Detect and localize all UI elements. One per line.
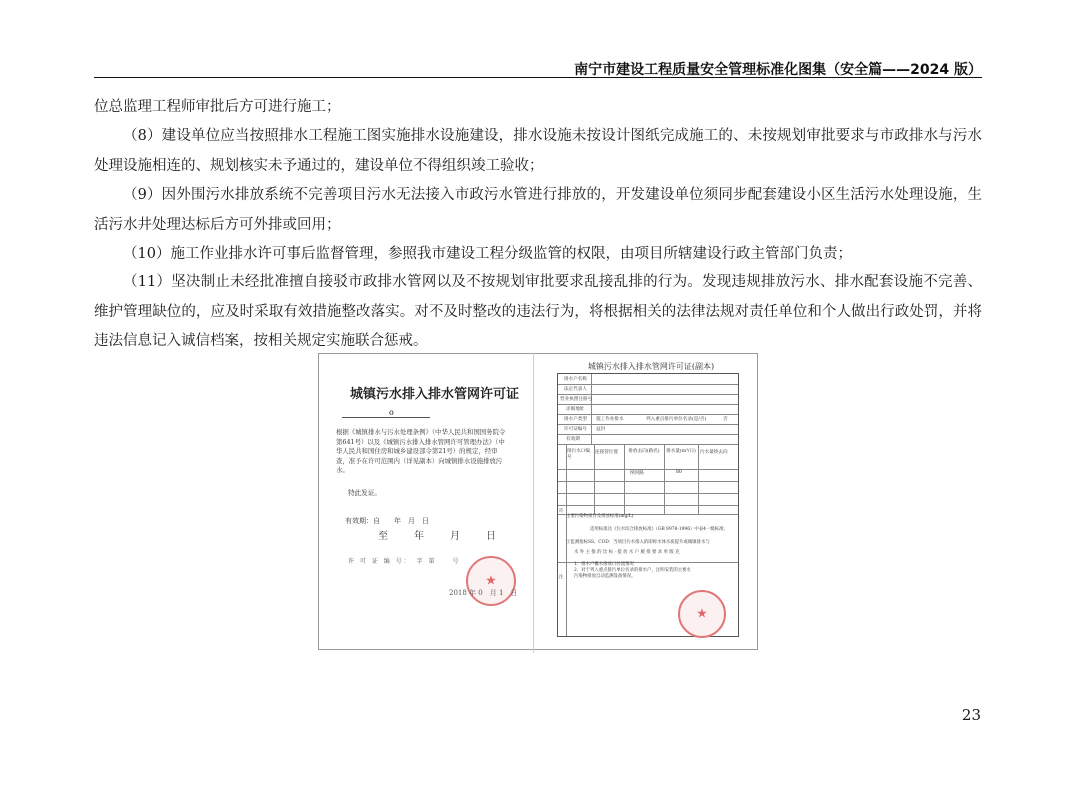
permit-body-text: 根据《城镇排水与污水处理条例》（中华人民共和国国务院令第641号）以及《城镇污水排入排水管网许可管理办法》（中华人民共和国住房和城乡建设部令第21号）的规定，经审查，准予在许可范围内（详见副本）向城镇排水设施排放污水。 — [336, 428, 506, 475]
permit-copy-title: 城镇污水排入排水管网许可证(副本) — [587, 362, 715, 371]
copy-table-header: 排放去向(路名) — [628, 449, 660, 454]
copy-field-label: 法定代表人 — [564, 387, 587, 392]
copy-side-char: 许 — [559, 509, 564, 514]
copy-field-label: 营业执照注册号 — [560, 397, 593, 402]
copy-field-label: 排水户类型 — [564, 417, 587, 422]
header-rule — [94, 77, 982, 78]
copy-note-item: 2．对于列入重点排污单位名录的排水户，注明安装的主要水污染物排放自动监测设备情况。 — [574, 568, 691, 579]
permit-title: 城镇污水排入排水管网许可证 — [350, 387, 520, 402]
copy-quality-detail: 水 外 主 推 的 比 标 · 提 放 水 户 履 排 要 求 单 版 克 — [574, 550, 680, 555]
permit-number-underline — [342, 417, 430, 418]
paragraph-continuation: 位总监理工程师审批后方可进行施工； — [94, 99, 341, 115]
table-rule — [558, 384, 738, 385]
permit-issue-date: 2018 年 0 月 1 日 — [449, 589, 518, 597]
copy-table-cell: 80 — [676, 470, 682, 475]
copy-quality-title: 主要污染物项目及排放标准(mg/L) — [566, 514, 634, 519]
copy-field-label: 排水户名称 — [564, 377, 587, 382]
paragraph-item-8: （8）建设单位应当按照排水工程施工图实施排水设施建设，排水设施未按设计图纸完成施工的、未按规划审批要求与市政排水与污水处理设施相连的、规划核实未予通过的，建设单位不得组织竣工验收； — [94, 128, 982, 174]
copy-type-extra: 列入重点排污单位名录(是/否) — [646, 417, 707, 422]
permit-valid-to: 至 年 月 日 — [378, 531, 504, 542]
copy-field-label: 许可证编号 — [564, 427, 587, 432]
copy-type-value: 施工作业排水 — [596, 417, 624, 422]
copy-note-label: 注 — [559, 575, 564, 580]
table-rule — [558, 424, 738, 425]
table-rule — [558, 469, 738, 470]
copy-table-header: 排污水口编号 — [567, 449, 590, 460]
official-seal-original — [466, 556, 516, 606]
table-rule — [558, 493, 738, 494]
official-seal-copy — [678, 590, 726, 638]
permit-valid-from: 有效期：自 年 月 日 — [345, 517, 429, 525]
copy-table-header: 连接管位置 — [595, 450, 618, 455]
seal-star-icon: ★ — [485, 573, 497, 589]
table-rule — [558, 404, 738, 405]
figure-fold-line — [533, 353, 534, 653]
paragraph-item-9: （9）因外围污水排放系统不完善项目污水无法接入市政污水管进行排放的，开发建设单位须同步配套建设小区生活污水处理设施，生活污水井处理达标后方可外排或回用； — [94, 187, 982, 233]
seal-star-icon: ★ — [696, 606, 708, 622]
table-rule — [558, 414, 738, 415]
table-rule — [558, 394, 738, 395]
table-divider — [698, 444, 699, 514]
table-rule — [558, 481, 738, 482]
copy-table-header: 排水量(m³/日) — [666, 449, 696, 454]
copy-note-item: 1．排水户概水排放口处置情况 — [574, 562, 634, 567]
running-header: 南宁市建设工程质量安全管理标准化图集（安全篇——2024 版） — [574, 62, 982, 78]
table-rule — [558, 434, 738, 435]
copy-quality-standard: 适用标准达《污水综合排放标准》（GB 8978-1996）中表4一级标准； — [590, 527, 728, 532]
permit-number-mark: o — [389, 408, 394, 417]
copy-field-label: 详细地址 — [566, 407, 585, 412]
copy-permit-value: 益封 — [596, 427, 606, 432]
page-number: 23 — [961, 706, 981, 724]
permit-issue-note: 特此发证。 — [348, 489, 381, 497]
copy-quality-detail: ①监测指标SS、COD：当项目污水排入的即时水体水质提升或城镇排水与 — [566, 540, 710, 545]
table-divider — [624, 444, 625, 514]
copy-type-answer: 否 — [723, 417, 728, 422]
permit-serial-number: 许 可 证 编 号： 字 第 号 — [348, 558, 461, 565]
table-rule — [558, 444, 738, 445]
copy-table-cell: 纳河路 — [630, 471, 644, 476]
paragraph-item-10: （10）施工作业排水许可事后监督管理，参照我市建设工程分级监管的权限，由项目所辖建设行政主管部门负责； — [123, 246, 852, 262]
copy-table-header: 污水最终去向 — [700, 450, 728, 455]
paragraph-item-11: （11）坚决制止未经批准擅自接驳市政排水管网以及不按规划审批要求乱接乱排的行为。发现违规排放污水、排水配套设施不完善、维护管理缺位的，应及时采取有效措施整改落实。对不及时整改的违法行为，将根据相关的法律法规对责任单位和个人做出行政处罚，并将违法信息记入诚信档案，按相关规定实施联合惩戒。 — [94, 274, 982, 349]
table-divider — [664, 444, 665, 514]
copy-field-label: 有效期 — [566, 437, 580, 442]
table-rule — [558, 505, 738, 506]
